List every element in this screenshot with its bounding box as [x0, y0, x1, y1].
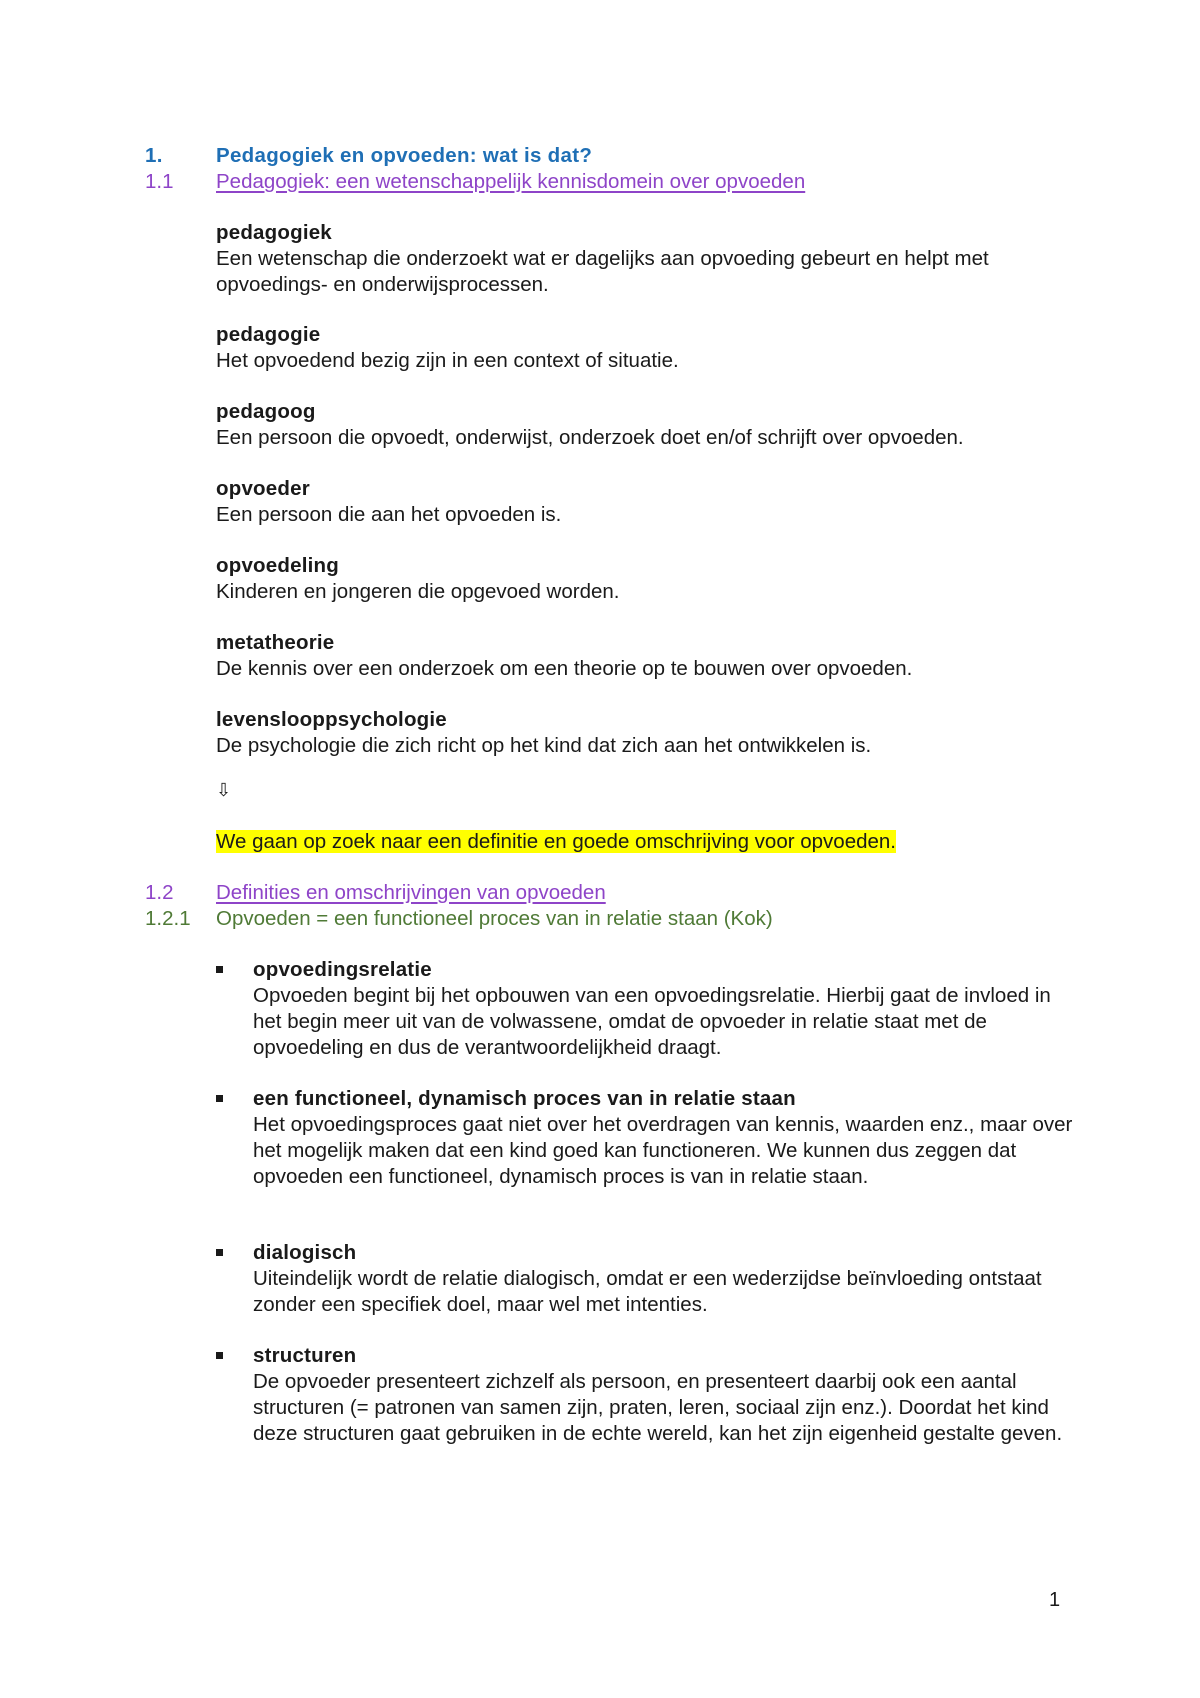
bullet-text: De opvoeder presenteert zichzelf als persoon, en presenteert daarbij ook een aantal structuren (= patronen van samen zijn, praten, leren, sociaal zijn enz.). Doordat het kind deze structuren gaat gebruiken in de echte wereld, kan het zijn eigenheid gestalte geven.: [253, 1370, 1063, 1445]
bullet-text: Het opvoedingsproces gaat niet over het overdragen van kennis, waarden enz., maar over het mogelijk maken dat een kind goed kan functioneren. We kunnen dus zeggen dat opvoeden een functioneel, dynamisch proces is van in relatie staan.: [253, 1113, 1073, 1188]
term-title: pedagogiek: [216, 221, 332, 244]
term-definition: Het opvoedend bezig zijn in een context of situatie.: [216, 349, 679, 372]
subsection-heading-1-1: [145, 169, 805, 195]
term-title: opvoeder: [216, 477, 310, 500]
term-definition: Een persoon die aan het opvoeden is.: [216, 503, 562, 526]
bullet-item: [216, 1343, 1076, 1447]
down-arrow-icon: ⇩: [216, 780, 232, 800]
term-definition: Een wetenschap die onderzoekt wat er dagelijks aan opvoeding gebeurt en helpt met opvoedings- en onderwijsprocessen.: [216, 247, 989, 296]
square-bullet-icon: [216, 966, 223, 973]
term-block: [216, 322, 1076, 374]
subsubsection-heading-1-2-1: [145, 906, 773, 932]
highlighted-statement: [216, 829, 896, 855]
bullet-text: Uiteindelijk wordt de relatie dialogisch, omdat er een wederzijdse beïnvloeding ontstaat zonder een specifiek doel, maar wel met intenties.: [253, 1267, 1042, 1316]
term-title: levenslooppsychologie: [216, 708, 447, 731]
subsection-heading-1-2: [145, 880, 606, 906]
square-bullet-icon: [216, 1249, 223, 1256]
subsection-number: 1.1: [145, 170, 174, 193]
bullet-title: structuren: [253, 1344, 357, 1367]
subsection-title-link[interactable]: Definities en omschrijvingen van opvoeden: [216, 881, 606, 904]
term-block: [216, 399, 1076, 451]
term-definition: Kinderen en jongeren die opgevoed worden.: [216, 580, 620, 603]
square-bullet-icon: [216, 1352, 223, 1359]
term-definition: De psychologie die zich richt op het kind dat zich aan het ontwikkelen is.: [216, 734, 872, 757]
term-title: opvoedeling: [216, 554, 339, 577]
term-title: metatheorie: [216, 631, 335, 654]
section-heading: [145, 143, 592, 169]
subsection-number: 1.2: [145, 881, 174, 904]
term-definition: Een persoon die opvoedt, onderwijst, onderzoek doet en/of schrijft over opvoeden.: [216, 426, 964, 449]
term-title: pedagogie: [216, 323, 321, 346]
subsubsection-number: 1.2.1: [145, 907, 191, 930]
subsubsection-title: Opvoeden = een functioneel proces van in relatie staan (Kok): [216, 907, 773, 930]
term-title: pedagoog: [216, 400, 316, 423]
subsection-title-link[interactable]: Pedagogiek: een wetenschappelijk kennisdomein over opvoeden: [216, 170, 806, 193]
bullet-title: opvoedingsrelatie: [253, 958, 432, 981]
page-number: 1: [1049, 1589, 1061, 1611]
term-block: [216, 553, 1076, 605]
bullet-title: dialogisch: [253, 1241, 357, 1264]
bullet-item: [216, 1240, 1076, 1318]
term-block: [216, 707, 1076, 759]
term-block: [216, 630, 1076, 682]
bullet-text: Opvoeden begint bij het opbouwen van een opvoedingsrelatie. Hierbij gaat de invloed in het begin meer uit van de volwassene, omdat de opvoeder in relatie staat met de opvoedeling en dus de verantwoordelijkheid draagt.: [253, 984, 1051, 1059]
bullet-item: [216, 1086, 1076, 1190]
highlight-text: We gaan op zoek naar een definitie en goede omschrijving voor opvoeden.: [216, 830, 896, 853]
term-block: [216, 220, 1076, 298]
bullet-title: een functioneel, dynamisch proces van in relatie staan: [253, 1087, 796, 1110]
term-definition: De kennis over een onderzoek om een theorie op te bouwen over opvoeden.: [216, 657, 913, 680]
square-bullet-icon: [216, 1095, 223, 1102]
bullet-item: [216, 957, 1076, 1061]
section-number: 1.: [145, 144, 163, 167]
term-block: [216, 476, 1076, 528]
section-title: Pedagogiek en opvoeden: wat is dat?: [216, 144, 593, 167]
